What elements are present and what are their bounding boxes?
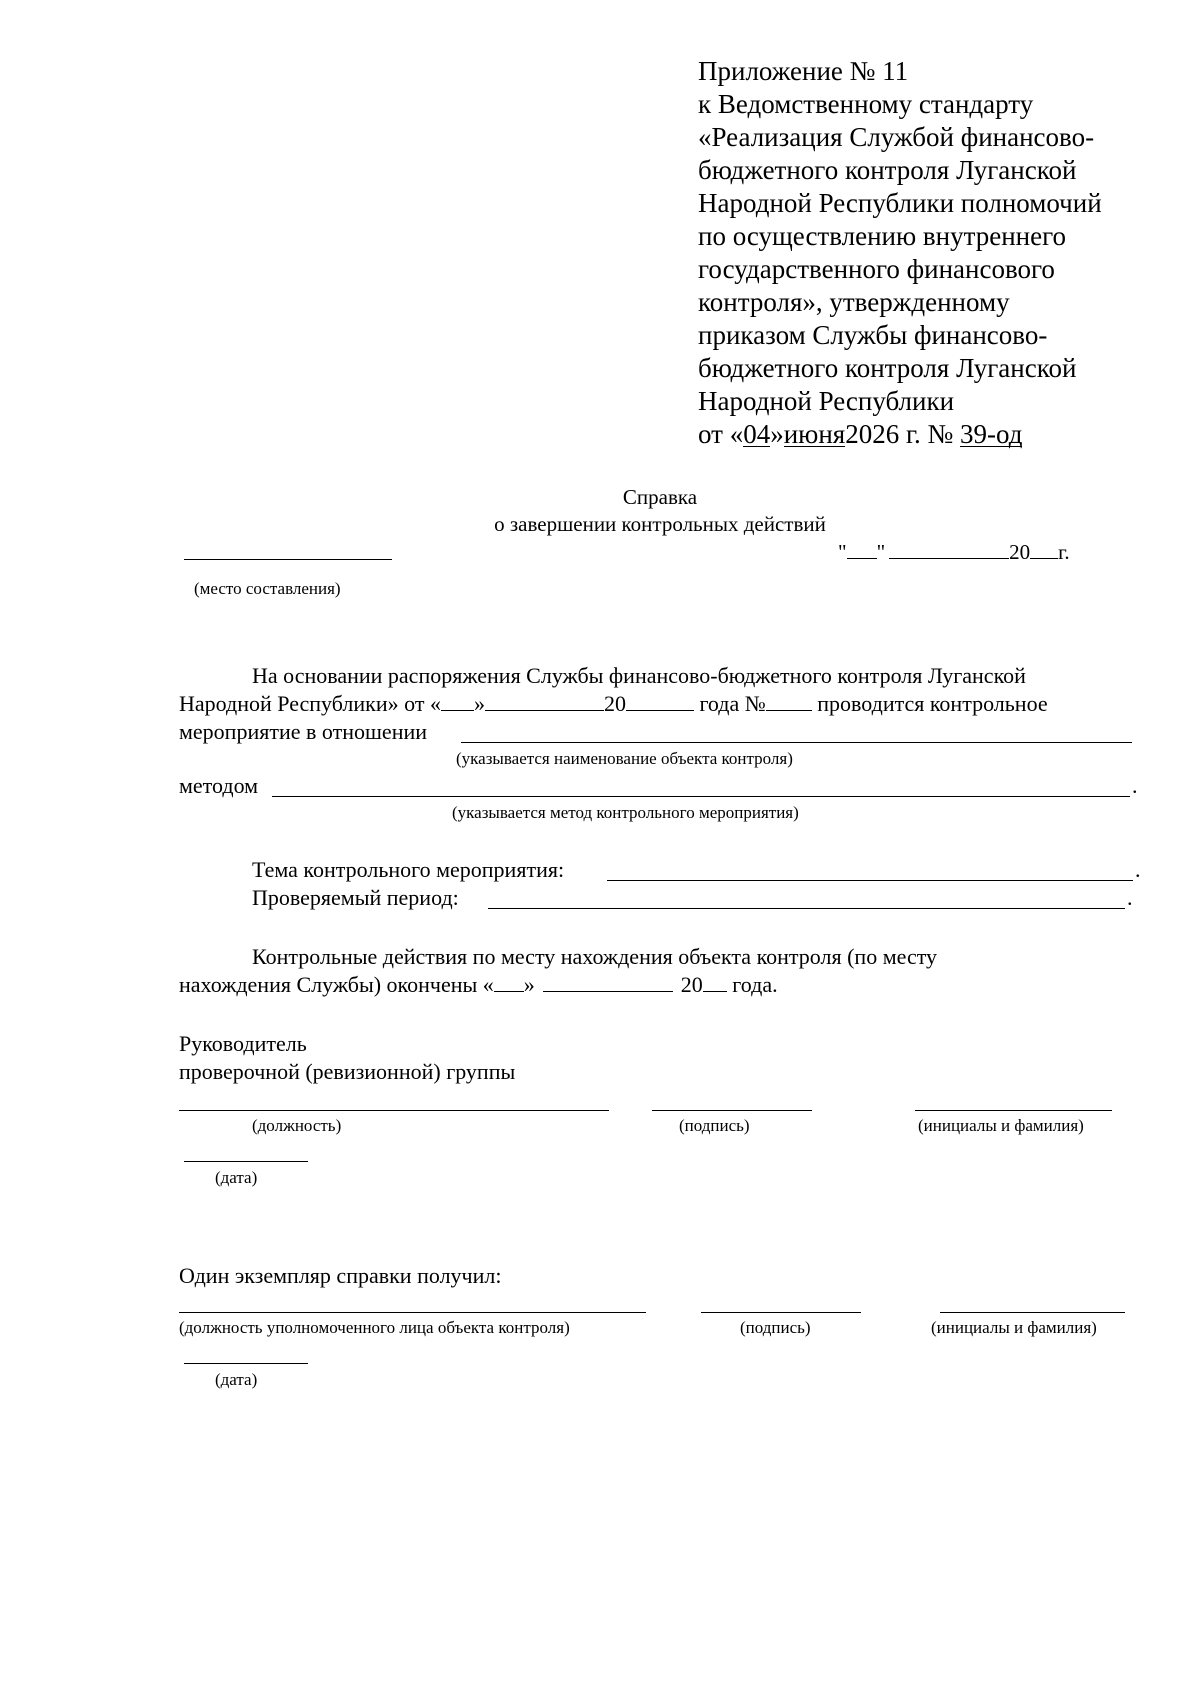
head-date-blank <box>184 1161 308 1162</box>
head-name-caption: (инициалы и фамилия) <box>918 1116 1084 1135</box>
head-line1: Руководитель <box>179 1031 307 1056</box>
appendix-line: Приложение № 11 <box>698 56 909 86</box>
head-signature-blank <box>652 1110 812 1111</box>
head-signature-caption: (подпись) <box>679 1116 750 1135</box>
period-blank <box>488 908 1125 909</box>
object-caption: (указывается наименование объекта контроля) <box>456 749 793 768</box>
appendix-number: 39-од <box>960 419 1023 449</box>
document-subtitle: о завершении контрольных действий <box>494 512 826 536</box>
appendix-line: контроля», утвержденному <box>698 287 1010 317</box>
head-line2: проверочной (ревизионной) группы <box>179 1059 516 1084</box>
appendix-line: бюджетного контроля Луганской <box>698 155 1077 185</box>
method-label: методом <box>179 773 259 798</box>
head-position-caption: (должность) <box>252 1116 342 1135</box>
head-name-blank <box>915 1110 1112 1111</box>
place-caption: (место составления) <box>194 579 341 598</box>
appendix-line: по осуществлению внутреннего <box>698 221 1066 251</box>
appendix-line: государственного финансового <box>698 254 1055 284</box>
paragraph1-line1: На основании распоряжения Службы финансово-бюджетного контроля Луганской <box>252 663 1026 688</box>
appendix-line: приказом Службы финансово- <box>698 320 1048 350</box>
appendix-month: июня <box>783 419 846 449</box>
appendix-line: к Ведомственному стандарту <box>698 89 1034 119</box>
receiver-date-blank <box>184 1363 308 1364</box>
receiver-position-caption: (должность уполномоченного лица объекта контроля) <box>179 1318 570 1337</box>
appendix-day: 04 <box>743 419 771 449</box>
paragraph2-line2: нахождения Службы) окончены « » 20 года. <box>179 972 778 997</box>
receiver-signature-caption: (подпись) <box>740 1318 811 1337</box>
period-label: Проверяемый период: <box>252 885 459 910</box>
receiver-name-blank <box>940 1312 1125 1313</box>
appendix-line: Народной Республики полномочий <box>698 188 1102 218</box>
appendix-date-line: от «04»июня2026 г. № 39-од <box>698 419 1023 449</box>
paragraph1-line3: мероприятие в отношении <box>179 719 428 744</box>
receiver-label: Один экземпляр справки получил: <box>179 1263 502 1288</box>
receiver-signature-blank <box>701 1312 861 1313</box>
appendix-line: бюджетного контроля Луганской <box>698 353 1077 383</box>
period-end: . <box>1127 885 1133 910</box>
topic-blank <box>607 880 1133 881</box>
document-title: Справка <box>622 485 698 509</box>
method-blank <box>272 796 1130 797</box>
object-blank <box>461 742 1132 743</box>
head-date-caption: (дата) <box>215 1168 258 1187</box>
appendix-line: Народной Республики <box>698 386 955 416</box>
place-blank <box>184 559 392 560</box>
method-end: . <box>1132 773 1138 798</box>
receiver-position-blank <box>179 1312 646 1313</box>
topic-label: Тема контрольного мероприятия: <box>252 857 565 882</box>
paragraph2-line1: Контрольные действия по месту нахождения объекта контроля (по месту <box>252 944 938 969</box>
head-position-blank <box>179 1110 609 1111</box>
date-field: " " 20 г. <box>838 540 1070 564</box>
method-caption: (указывается метод контрольного мероприятия) <box>452 803 799 822</box>
topic-end: . <box>1135 857 1141 882</box>
receiver-date-caption: (дата) <box>215 1370 258 1389</box>
paragraph1-line2: Народной Республики» от « » 20 года № проводится контрольное <box>179 691 1048 716</box>
receiver-name-caption: (инициалы и фамилия) <box>931 1318 1097 1337</box>
appendix-line: «Реализация Службой финансово- <box>698 122 1095 152</box>
